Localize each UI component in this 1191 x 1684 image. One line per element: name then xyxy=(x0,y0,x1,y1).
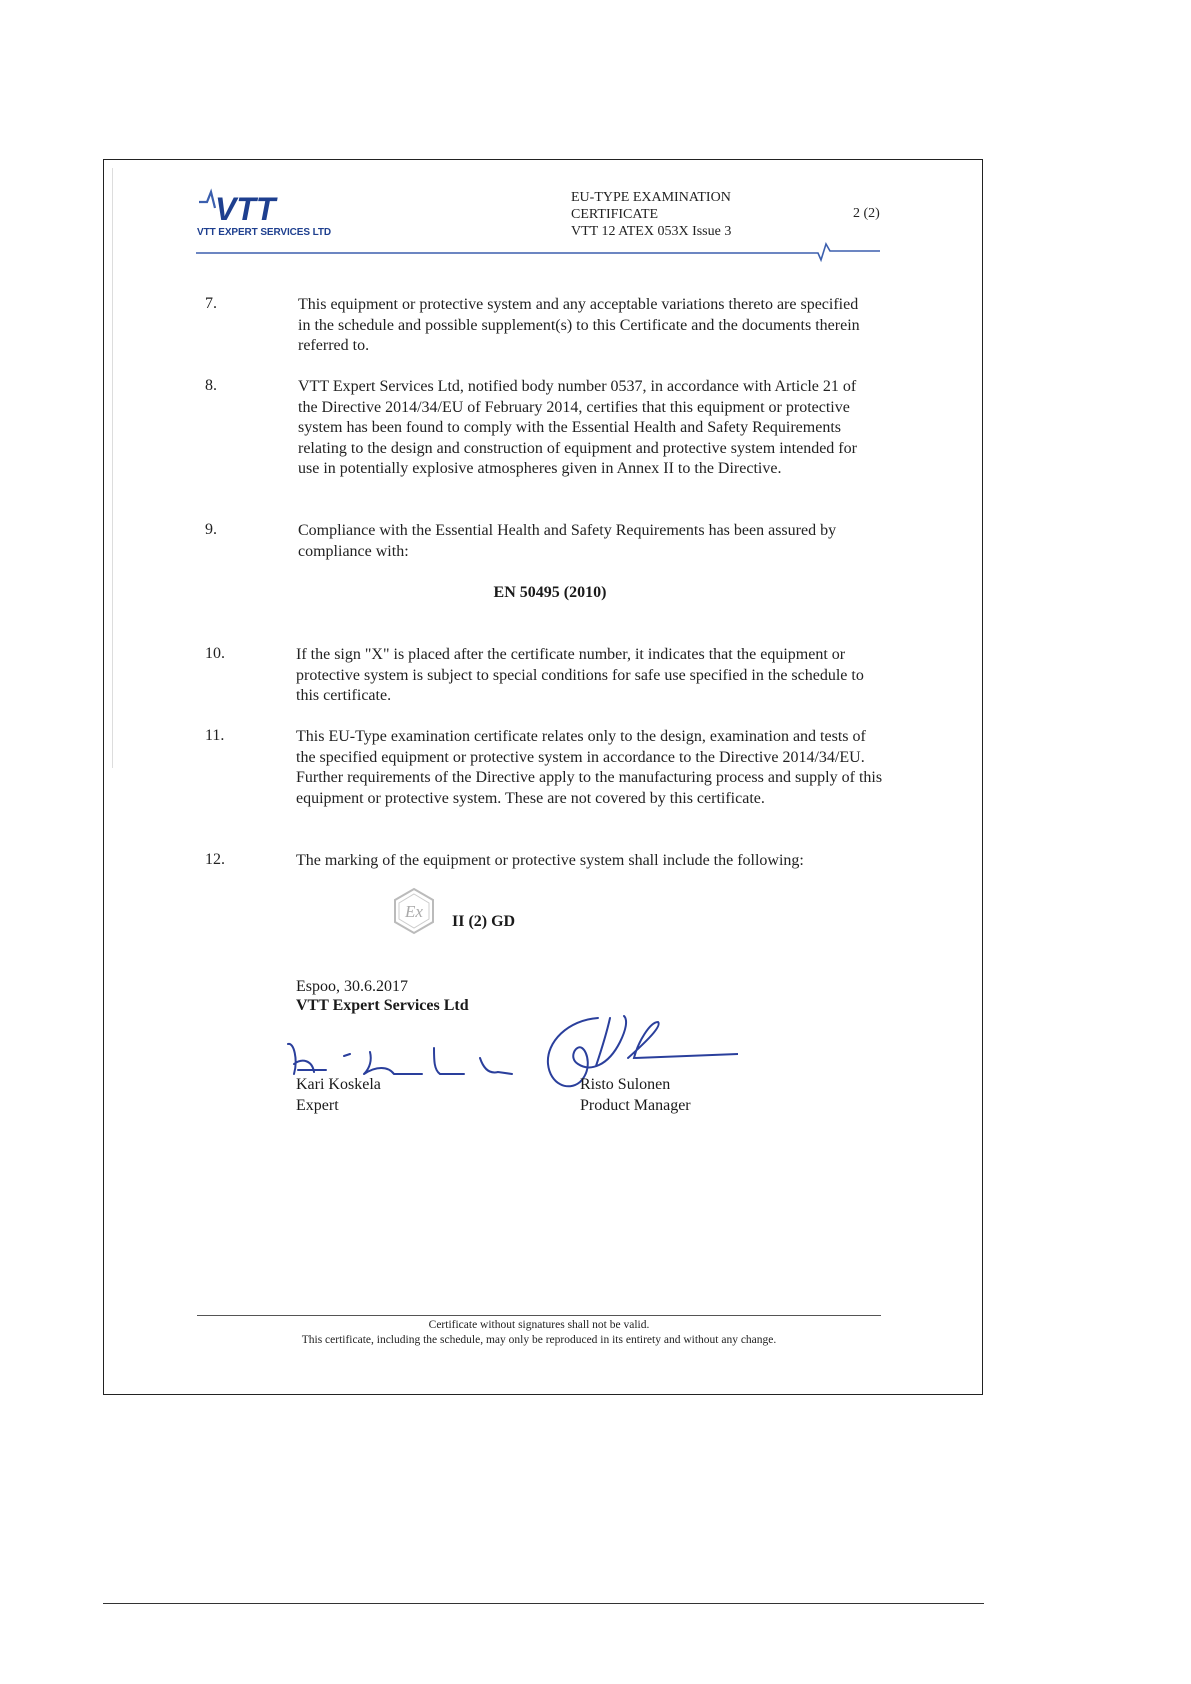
document-reference: VTT 12 ATEX 053X Issue 3 xyxy=(571,224,732,239)
document-title-line1: EU-TYPE EXAMINATION xyxy=(571,190,731,205)
header-rule xyxy=(196,238,880,268)
item-number-11: 11. xyxy=(205,727,225,744)
vtt-logo xyxy=(197,186,337,242)
vtt-logo-icon xyxy=(197,186,337,226)
scan-artifact xyxy=(112,168,113,768)
equipment-marking: II (2) GD xyxy=(452,913,516,930)
signer2-block xyxy=(580,1074,691,1116)
item-text-9: Compliance with the Essential Health and Safety Requirements has been assured by compliance with: xyxy=(298,522,837,560)
signer2-title: Product Manager xyxy=(580,1097,691,1114)
page-number: 2 (2) xyxy=(853,206,880,221)
item-text-7: This equipment or protective system and any acceptable variations thereto are specified in the schedule and possible supplement(s) to this Certificate and the documents therein referred to. xyxy=(298,296,860,354)
footer-reproduction-note: This certificate, including the schedule, may only be reproduced in its entirety and without any change. xyxy=(301,1334,777,1346)
footer-validity-note: Certificate without signatures shall not be valid. xyxy=(428,1319,650,1331)
logo-wordmark: VTT xyxy=(215,191,276,226)
item-text-10: If the sign "X" is placed after the certificate number, it indicates that the equipment or protective system is subject to special conditions for safe use specified in the schedule to this certificate. xyxy=(296,646,864,704)
document-title-line2: CERTIFICATE xyxy=(571,207,659,222)
ex-hexagon-icon xyxy=(389,886,439,936)
item-text-8: VTT Expert Services Ltd, notified body number 0537, in accordance with Article 21 of the Directive 2014/34/EU of February 2014, certifies that this equipment or protective system has been found to comply with the Essential Health and Safety Requirements relating to the design and construction of equipment and protective system intended for use in potentially explosive atmospheres given in Annex II to the Directive. xyxy=(298,378,857,477)
place-and-date: Espoo, 30.6.2017 xyxy=(296,978,408,995)
item-number-10: 10. xyxy=(205,645,225,662)
signer1-name: Kari Koskela xyxy=(296,1076,381,1093)
ex-symbol: Ex xyxy=(405,902,423,921)
standard-reference: EN 50495 (2010) xyxy=(493,584,607,601)
signature-kari-koskela-icon xyxy=(284,1030,514,1080)
item-number-9: 9. xyxy=(205,521,217,538)
logo-subtitle: VTT EXPERT SERVICES LTD xyxy=(197,227,332,238)
page-bottom-rule xyxy=(103,1603,984,1604)
item-number-8: 8. xyxy=(205,377,217,394)
item-number-12: 12. xyxy=(205,851,225,868)
item-text-11: This EU-Type examination certificate relates only to the design, examination and tests of the specified equipment or protective system in accordance to the Directive 2014/34/EU. Further requirements of the Directive apply to the manufacturing process and supply of this equipment or protective system. These are not covered by this certificate. xyxy=(296,728,883,807)
signer1-block xyxy=(296,1074,381,1116)
document-title xyxy=(571,189,731,240)
item-text-12: The marking of the equipment or protective system shall include the following: xyxy=(296,852,804,869)
signing-company: VTT Expert Services Ltd xyxy=(296,997,469,1014)
footer-rule xyxy=(197,1315,881,1316)
signer1-title: Expert xyxy=(296,1097,339,1114)
item-number-7: 7. xyxy=(205,295,217,312)
signer2-name: Risto Sulonen xyxy=(580,1076,671,1093)
